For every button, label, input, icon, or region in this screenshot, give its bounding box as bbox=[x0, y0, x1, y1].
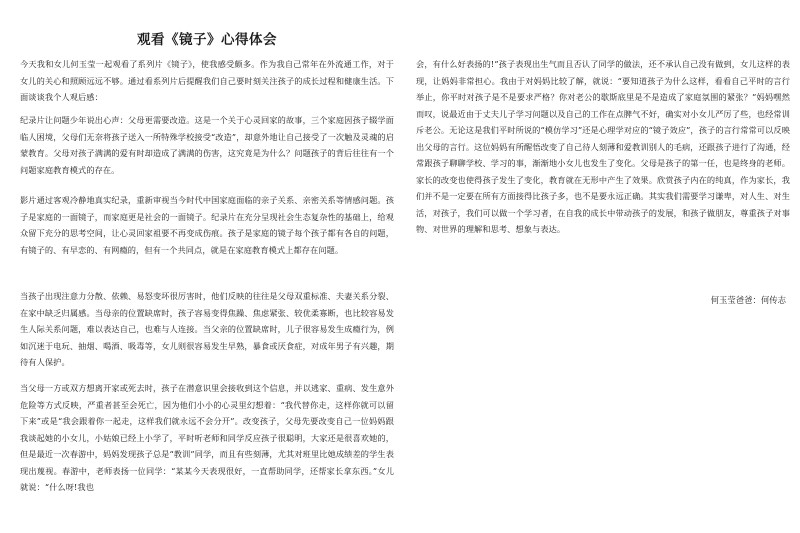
paragraph-6: 会，有什么好表扬的!”孩子表现出生气而且否认了同学的做法，还不承认自己没有做到，女儿这样的表现，让妈妈非常担心。我由于对妈妈比较了解，就说：“要知道孩子为什么这样，看看自己平时的言行举止，你平时对孩子是不是要求严格？你对老公的歇斯底里是不是造成了家庭氛围的紧张？”妈妈嘿然而叹，说最近由于丈夫儿子学习问题以及自己的工作在点脾气不好，确实对小女儿严厉了些，也经常训斥老公。无论这是我们平时所说的“模仿学习”还是心理学对应的“镜子效应”，孩子的言行常常可以反映出父母的言行。这位妈妈有所醒悟改变了自己待人刻薄和爱教训别人的毛病，还跟孩子进行了沟通，经常跟孩子聊聊学校、学习的事，渐渐地小女儿也发生了变化。父母是孩子的第一任，也是终身的老师。家长的改变也使得孩子发生了变化，教育就在无形中产生了效果。欣赏孩子内在的纯真，作为家长，我们并不是一定要在所有方面接得比孩子多，也不是要永远正确。其实我们需要学习谦卑，对人生、对生活，对孩子，我们可以做一个学习者，在自我的成长中带动孩子的发展，和孩子做朋友，尊重孩子对事物、对世界的理解和思考、想象与表达。 bbox=[416, 59, 790, 235]
document-title: 观看《镜子》心得体会 bbox=[137, 32, 277, 48]
paragraph-4: 当孩子出现注意力分散、依赖、易怒变坏很厉害时，他们反映的往往是父母双重标准、夫妻关系分裂、在家中缺乏归属感。当母亲的位置缺席时，孩子容易变得焦躁、焦虑紧张、较优柔寡断，也比较容易发生人际关系问题，难以表达自己，也难与人连接。当父亲的位置缺席时，儿子很容易发生成瘾行为，例如沉迷于电玩、抽烟、喝酒、吸毒等，女儿则很容易发生早熟，暴食或厌食症，对成年男子有兴趣，期待有人保护。 bbox=[20, 291, 394, 368]
paragraph-2: 纪录片让问题少年说出心声：父母更需要改造。这是一个关于心灵回家的故事，三个家庭因孩子辍学面临人困境，父母们无奈将孩子送入一所特殊学校接受“改造”，却意外地让自己接受了一次触及灵魂的启蒙教育。父母对孩子满满的爱有时却造成了满满的伤害，这究竟是为什么？问题孩子的背后往往有一个问题家庭教育模式的存在。 bbox=[20, 115, 394, 175]
paragraph-1: 今天我和女儿何玉莹一起观看了系列片《镜子》，使我感受颇多。作为我自己常年在外流通工作，对于女儿的关心和照顾远远不够。通过看系列片后提醒我们自己要时刻关注孩子的成长过程和健康生活。下面谈谈我个人观后感： bbox=[20, 59, 394, 103]
paragraph-5: 当父母一方或双方想离开家或死去时，孩子在潜意识里会接收到这个信息，并以逃家、重病、发生意外危险等方式反映，严重者甚至会死亡，因为他们小小的心灵里幻想着：“我代替你走，这样你就可以留下来”或是“我会跟着你一起走，这样我们就永远不会分开”。改变孩子，父母先要改变自己一位妈妈跟我谈起她的小女儿，小姑娘已经上小学了，平时听老师和同学反应孩子很聪明，大家还是很喜欢她的，但是最近一次春游中，妈妈发现孩子总是“教训”同学，而且有些刻薄，尤其对班里比她成绩差的学生表现出蔑视。春游中，老师表扬一位同学：“某某今天表现很好，一直帮助同学，还帮家长拿东西。”女儿就说：“什么呀!我也 bbox=[20, 383, 394, 493]
paragraph-3: 影片通过客观冷静地真实纪录，重新审视当今时代中国家庭面临的亲子关系、亲密关系等情感问题。孩子是家庭的一面镜子，而家庭更是社会的一面镜子。纪录片在充分呈现社会生态复杂性的基础上，给观众留下充分的思考空间，让心灵回家祖要不再变成伤痕。孩子是家庭的镜子每个孩子都有各自的问题，有镜子的、有早恋的、有网瘾的，但有一个共同点，就是在家庭教育模式上都存在问题。 bbox=[20, 195, 394, 255]
signature: 何玉莹爸爸：何传志 bbox=[710, 295, 786, 305]
